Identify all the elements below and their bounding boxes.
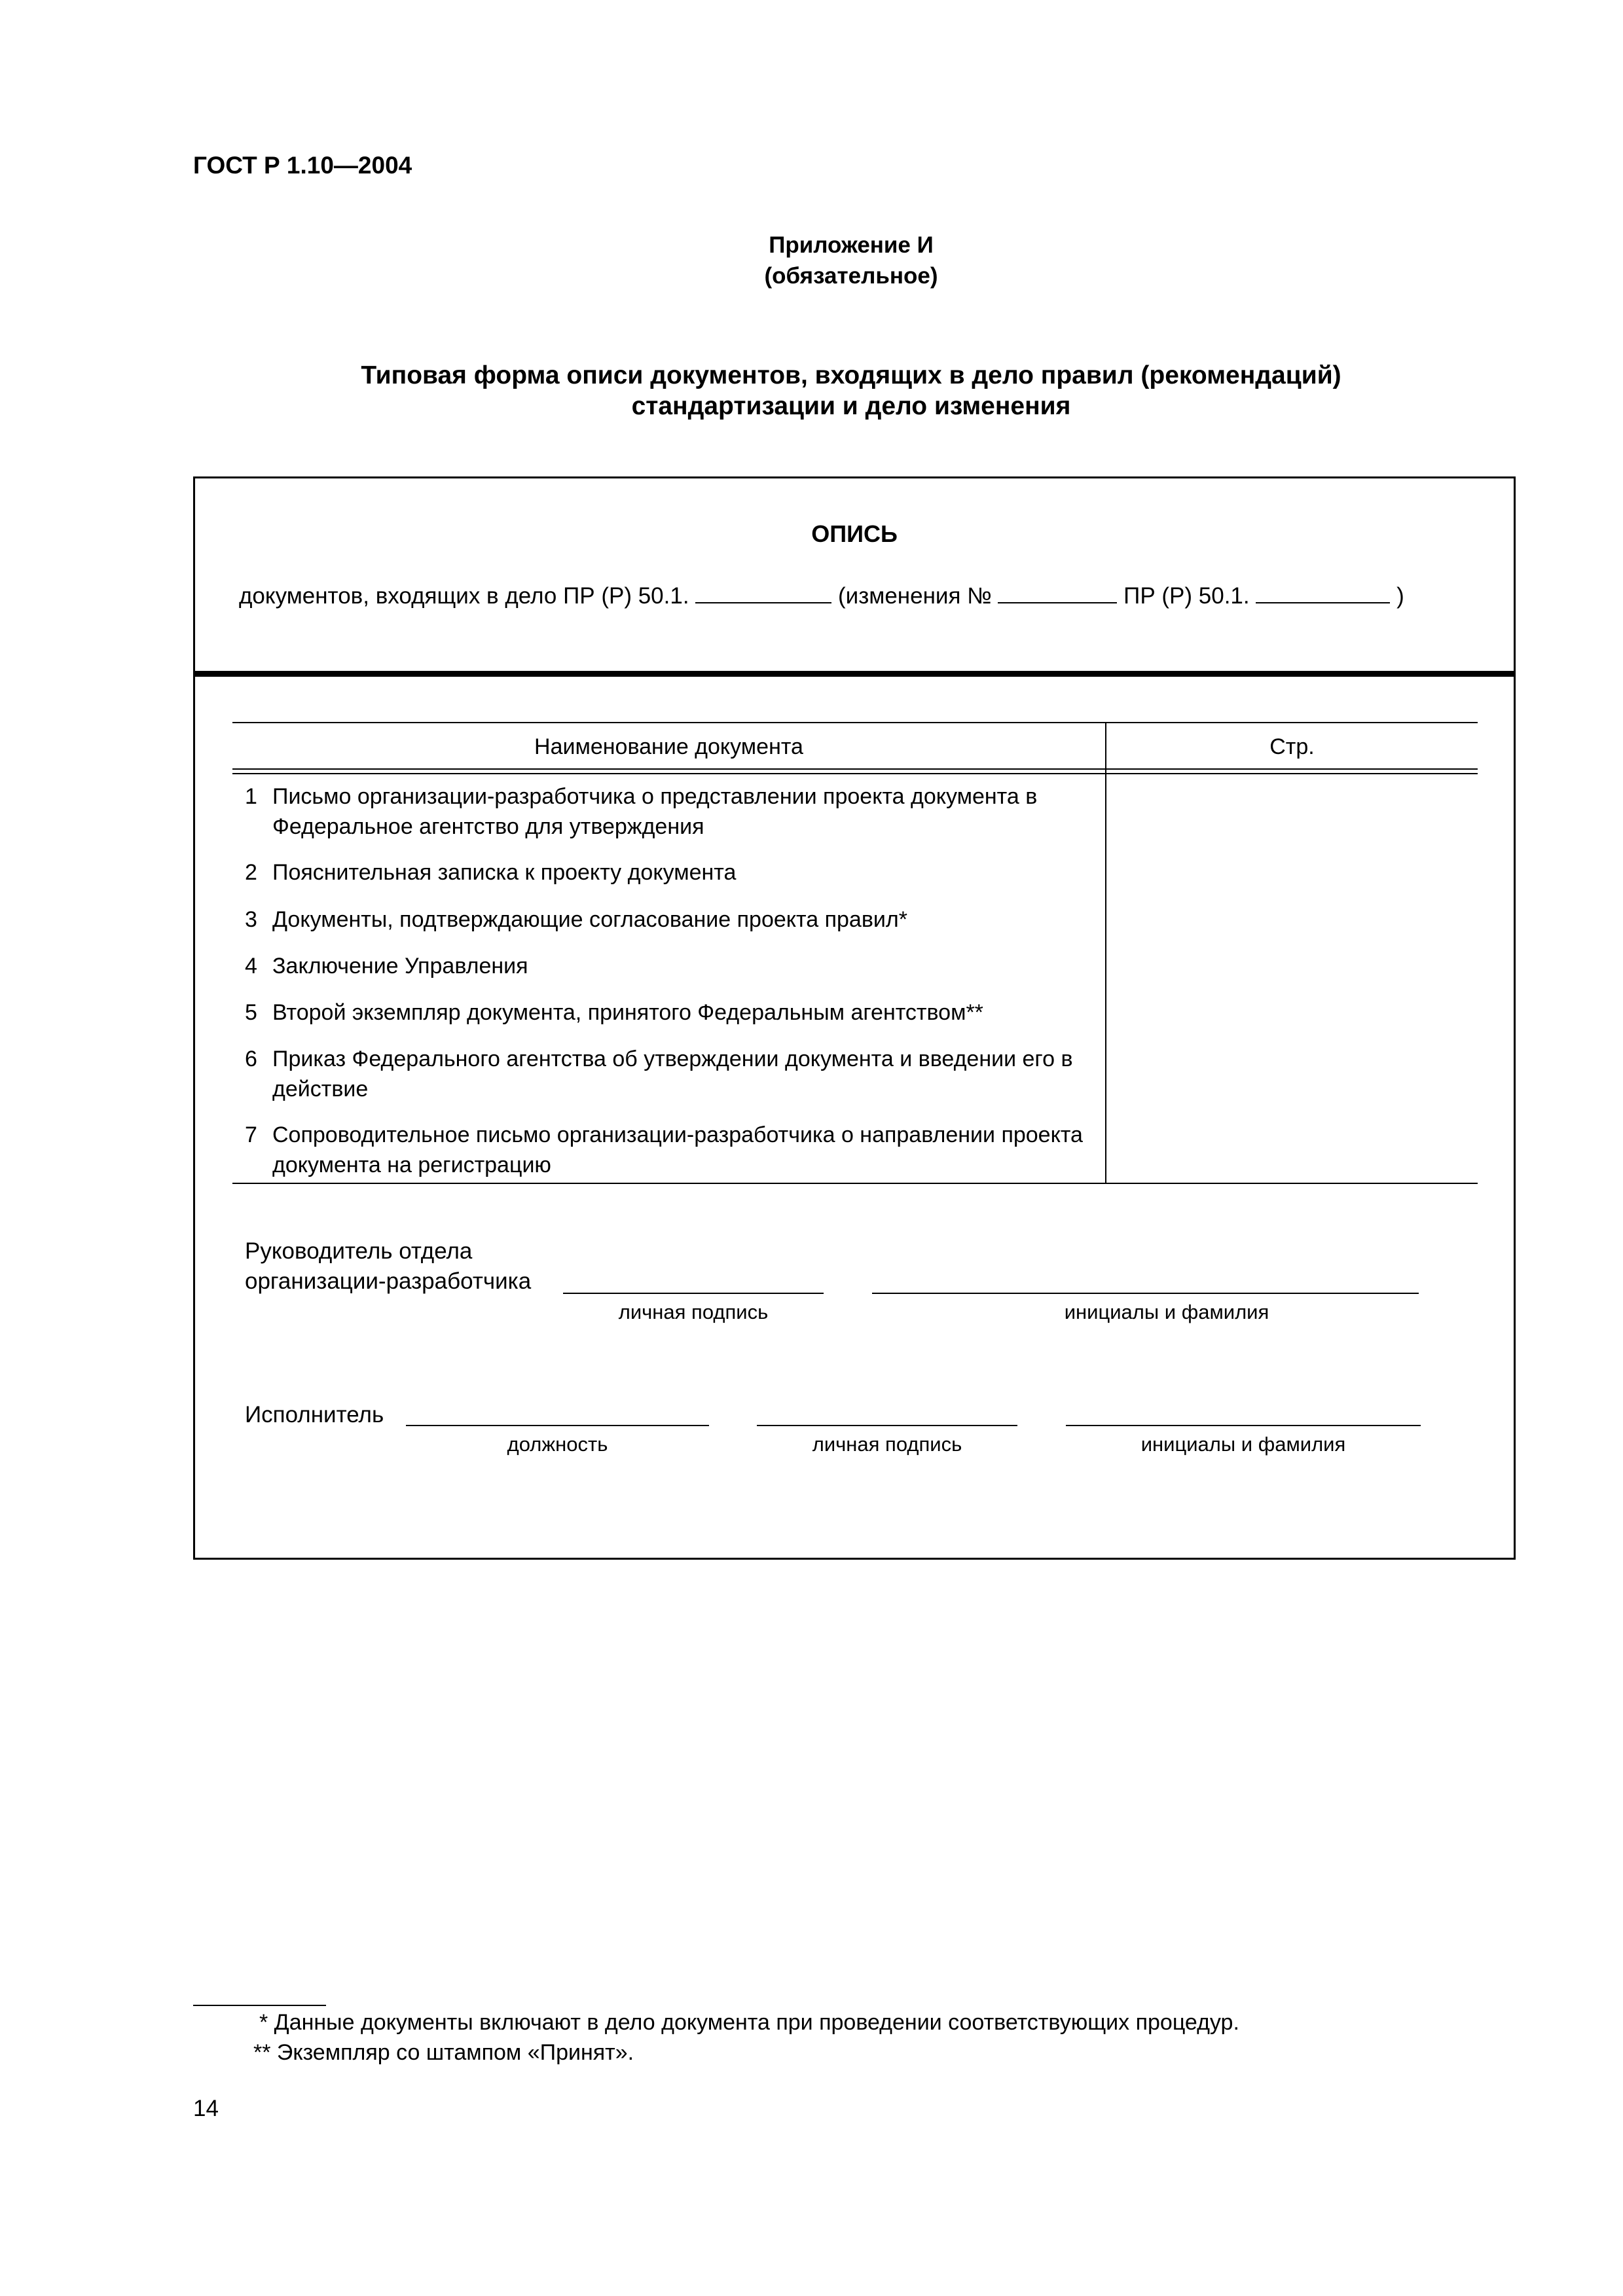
row-number: 7 <box>245 1122 257 1147</box>
subject-text-4: ) <box>1396 583 1404 609</box>
table-row <box>245 997 1096 1028</box>
row-text: Заключение Управления <box>272 954 528 978</box>
row-text: Сопроводительное письмо организации-разработчика о направлении проекта документа на регистрацию <box>272 1122 1083 1177</box>
row-number: 5 <box>245 1000 257 1025</box>
executor-name-caption: инициалы и фамилия <box>1140 1433 1346 1456</box>
row-text: Второй экземпляр документа, принятого Федеральным агентством** <box>272 1000 983 1025</box>
table-row <box>245 857 1096 888</box>
footnote-separator <box>193 2005 326 2006</box>
document-code: ГОСТ Р 1.10—2004 <box>193 152 412 179</box>
row-text: Пояснительная записка к проекту документа <box>272 860 737 885</box>
table-row <box>245 951 1096 981</box>
appendix-type: (обязательное) <box>764 263 938 289</box>
table-header-rule <box>232 768 1478 770</box>
subject-text-1: документов, входящих в дело ПР (Р) 50.1. <box>239 583 689 609</box>
row-text: Приказ Федерального агентства об утверждении документа и введении его в действие <box>272 1047 1073 1102</box>
table-row <box>245 781 1096 842</box>
row-text: Письмо организации-разработчика о представлении проекта документа в Федеральное агентство для утверждения <box>272 784 1038 839</box>
head-signature-caption: личная подпись <box>618 1300 769 1323</box>
table-top-rule <box>232 722 1478 723</box>
executor-name-line <box>1066 1425 1421 1426</box>
page-number: 14 <box>193 2096 219 2121</box>
head-signature-line <box>563 1293 824 1294</box>
head-label-line-1: Руководитель отдела <box>245 1238 473 1264</box>
row-number: 6 <box>245 1047 257 1071</box>
form-heading: ОПИСЬ <box>811 520 898 547</box>
row-number: 3 <box>245 907 257 932</box>
appendix-title-line-2: стандартизации и дело изменения <box>631 392 1071 420</box>
appendix-title-line-1: Типовая форма описи документов, входящих в дело правил (рекомендаций) <box>361 361 1341 389</box>
footnote-1: * Данные документы включают в дело документа при проведении соответствующих процедур. <box>259 2010 1239 2035</box>
row-text: Документы, подтверждающие согласование проекта правил* <box>272 907 907 932</box>
form-header-divider <box>194 671 1514 677</box>
head-label-line-2: организации-разработчика <box>245 1268 532 1294</box>
row-number: 1 <box>245 784 257 809</box>
head-name-caption: инициалы и фамилия <box>1064 1300 1269 1323</box>
amendment-doc-blank <box>1256 583 1390 603</box>
subject-text-3: ПР (Р) 50.1. <box>1123 583 1250 609</box>
table-row <box>245 1044 1096 1104</box>
row-number: 4 <box>245 954 257 978</box>
table-bottom-rule <box>232 1183 1478 1184</box>
footnote-2: ** Экземпляр со штампом «Принят». <box>253 2040 634 2065</box>
table-header-rule-double <box>232 773 1478 774</box>
executor-position-caption: должность <box>507 1433 608 1456</box>
appendix-label: Приложение И <box>769 232 934 258</box>
executor-signature-caption: личная подпись <box>812 1433 962 1456</box>
executor-signature-line <box>757 1425 1017 1426</box>
column-header-page: Стр. <box>1269 734 1315 759</box>
amendment-number-blank <box>998 583 1117 603</box>
table-row <box>245 1120 1096 1180</box>
table-column-divider <box>1105 722 1106 1184</box>
column-header-name: Наименование документа <box>534 734 803 759</box>
case-number-blank <box>695 583 831 603</box>
row-number: 2 <box>245 860 257 885</box>
executor-label: Исполнитель <box>245 1402 384 1427</box>
subject-text-2: (изменения № <box>838 583 992 609</box>
head-name-line <box>872 1293 1419 1294</box>
table-row <box>245 905 1096 935</box>
form-subject-line <box>239 583 1404 609</box>
executor-position-line <box>406 1425 709 1426</box>
